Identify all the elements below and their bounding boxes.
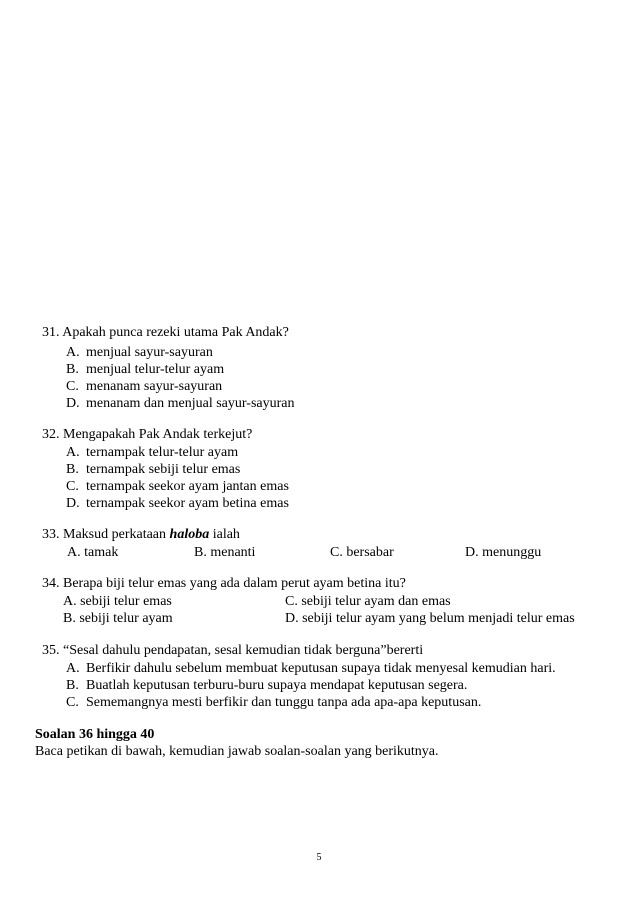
q31-option-b: B. menjual telur-telur ayam: [66, 362, 225, 377]
question-31: 31. Apakah punca rezeki utama Pak Andak?: [42, 325, 289, 340]
question-35: 35. “Sesal dahulu pendapatan, sesal kemudian tidak berguna”bererti: [42, 643, 424, 658]
keyword-haloba: haloba: [169, 527, 210, 542]
q34-option-d: D. sebiji telur ayam yang belum menjadi telur emas: [285, 611, 575, 626]
question-33: 33. Maksud perkataan haloba ialah: [42, 527, 240, 542]
q34-option-a: A. sebiji telur emas: [63, 594, 172, 609]
q35-option-c: C. Sememangnya mesti berfikir dan tunggu tanpa ada apa-apa keputusan.: [66, 695, 482, 710]
page-number: 5: [316, 852, 322, 863]
q31-option-a: A. menjual sayur-sayuran: [66, 345, 213, 360]
q33-option-a: A. tamak: [67, 545, 119, 560]
q33-option-b: B. menanti: [194, 545, 256, 560]
section-instruction: Baca petikan di bawah, kemudian jawab soalan-soalan yang berikutnya.: [35, 744, 439, 759]
q33-option-c: C. bersabar: [330, 545, 394, 560]
q35-option-b: B. Buatlah keputusan terburu-buru supaya mendapat keputusan segera.: [66, 678, 468, 693]
q31-option-c: C. menanam sayur-sayuran: [66, 379, 223, 394]
q34-option-c: C. sebiji telur ayam dan emas: [285, 594, 451, 609]
q32-option-c: C. ternampak seekor ayam jantan emas: [66, 479, 289, 494]
q33-option-d: D. menunggu: [465, 545, 542, 560]
q35-option-a: A. Berfikir dahulu sebelum membuat keputusan supaya tidak menyesal kemudian hari.: [66, 661, 556, 676]
q34-option-b: B. sebiji telur ayam: [63, 611, 173, 626]
q31-option-d: D. menanam dan menjual sayur-sayuran: [66, 396, 295, 411]
q32-option-b: B. ternampak sebiji telur emas: [66, 462, 241, 477]
question-34: 34. Berapa biji telur emas yang ada dalam perut ayam betina itu?: [42, 576, 406, 591]
question-32: 32. Mengapakah Pak Andak terkejut?: [42, 427, 253, 442]
q32-option-d: D. ternampak seekor ayam betina emas: [66, 496, 289, 511]
q32-option-a: A. ternampak telur-telur ayam: [66, 445, 239, 460]
section-heading: Soalan 36 hingga 40: [35, 727, 155, 742]
